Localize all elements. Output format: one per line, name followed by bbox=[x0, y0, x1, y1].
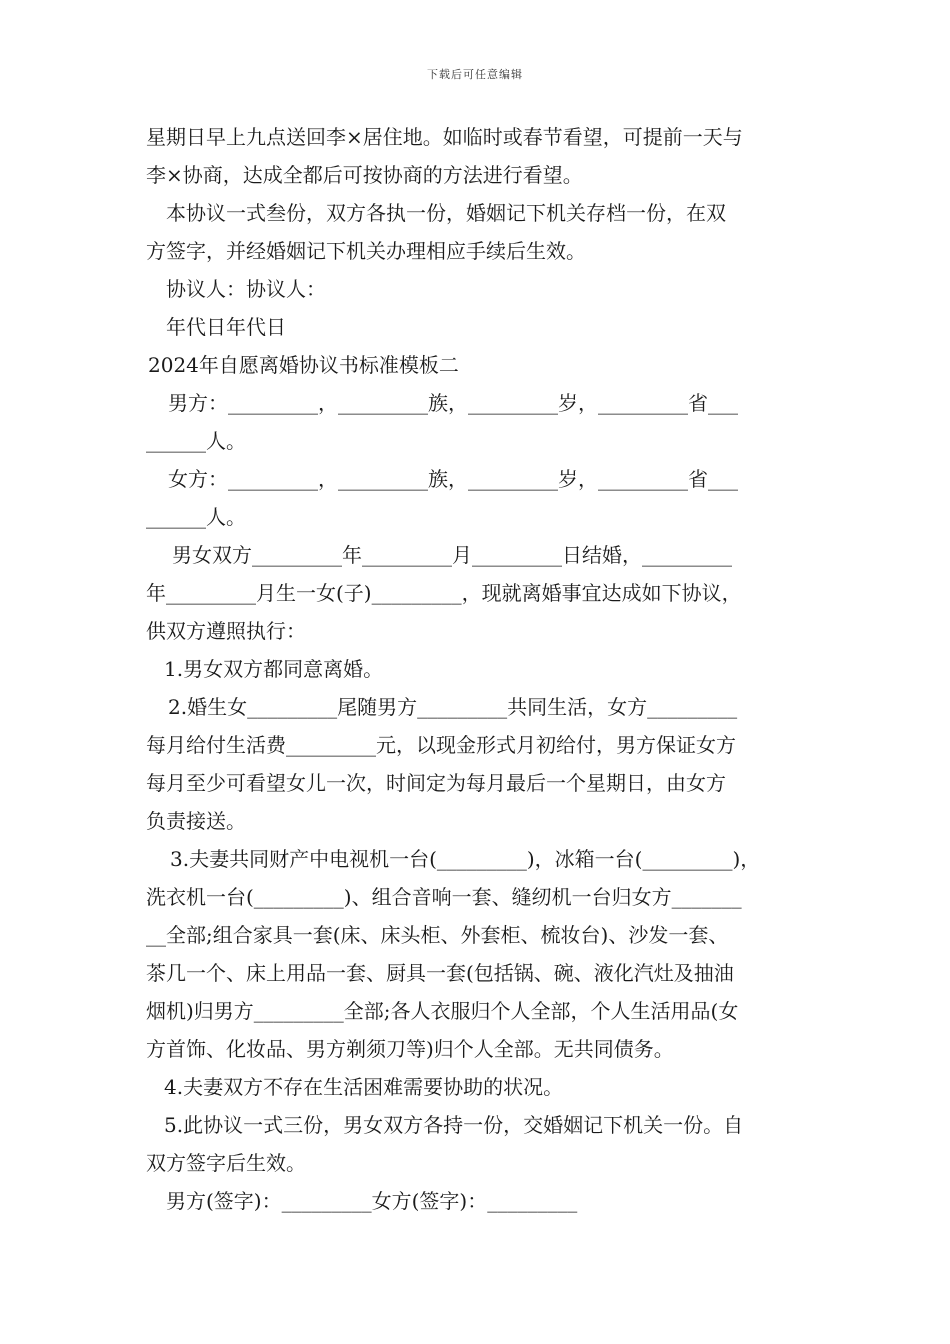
text-line: 年_________月生一女(子)_________，现就离婚事宜达成如下协议， bbox=[146, 581, 742, 605]
text-line: __全部;组合家具一套(床、床头柜、外套柜、梳妆台)、沙发一套、 bbox=[146, 923, 729, 947]
text-line: 方首饰、化妆品、男方剃须刀等)归个人全部。无共同债务。 bbox=[146, 1037, 674, 1061]
text-line: 2024年自愿离婚协议书标准模板二 bbox=[148, 353, 459, 377]
text-line: 星期日早上九点送回李×居住地。如临时或春节看望，可提前一天与 bbox=[146, 125, 743, 149]
text-line: 每月至少可看望女儿一次，时间定为每月最后一个星期日，由女方 bbox=[146, 771, 726, 795]
text-line: 年代日年代日 bbox=[166, 315, 286, 339]
text-line: 协议人：协议人： bbox=[166, 277, 326, 301]
text-line: 4.夫妻双方不存在生活困难需要协助的状况。 bbox=[164, 1075, 564, 1099]
text-line: 男方(签字)：_________女方(签字)：_________ bbox=[166, 1189, 578, 1213]
text-line: 本协议一式叁份，双方各执一份，婚姻记下机关存档一份，在双 bbox=[166, 201, 726, 225]
text-line: 双方签字后生效。 bbox=[146, 1151, 306, 1175]
text-line: 1.男女双方都同意离婚。 bbox=[164, 657, 384, 681]
text-line: 茶几一个、床上用品一套、厨具一套(包括锅、碗、液化汽灶及抽油 bbox=[146, 961, 734, 985]
text-line: 供双方遵照执行： bbox=[146, 619, 306, 643]
text-line: 男女双方_________年_________月_________日结婚，_________ bbox=[172, 543, 732, 567]
text-line: 女方：_________，_________族，_________岁，_________省___ bbox=[168, 467, 738, 491]
text-line: 方签字，并经婚姻记下机关办理相应手续后生效。 bbox=[146, 239, 586, 263]
text-line: ______人。 bbox=[146, 429, 246, 453]
page-header: 下载后可任意编辑 bbox=[427, 68, 523, 81]
text-line: 每月给付生活费_________元，以现金形式月初给付，男方保证女方 bbox=[146, 733, 736, 757]
text-line: 3.夫妻共同财产中电视机一台(_________)，冰箱一台(_________)， bbox=[170, 847, 761, 871]
text-line: 2.婚生女_________尾随男方_________共同生活，女方_________ bbox=[168, 695, 738, 719]
text-line: 负责接送。 bbox=[146, 809, 246, 833]
text-line: ______人。 bbox=[146, 505, 246, 529]
text-line: 洗衣机一台(_________)、组合音响一套、缝纫机一台归女方_______ bbox=[146, 885, 742, 909]
text-line: 5.此协议一式三份，男女双方各持一份，交婚姻记下机关一份。自 bbox=[164, 1113, 744, 1137]
text-line: 男方：_________，_________族，_________岁，_________省___ bbox=[168, 391, 738, 415]
text-line: 李×协商，达成全都后可按协商的方法进行看望。 bbox=[146, 163, 583, 187]
document-body bbox=[146, 118, 814, 1220]
text-line: 烟机)归男方_________全部;各人衣服归个人全部，个人生活用品(女 bbox=[146, 999, 739, 1023]
